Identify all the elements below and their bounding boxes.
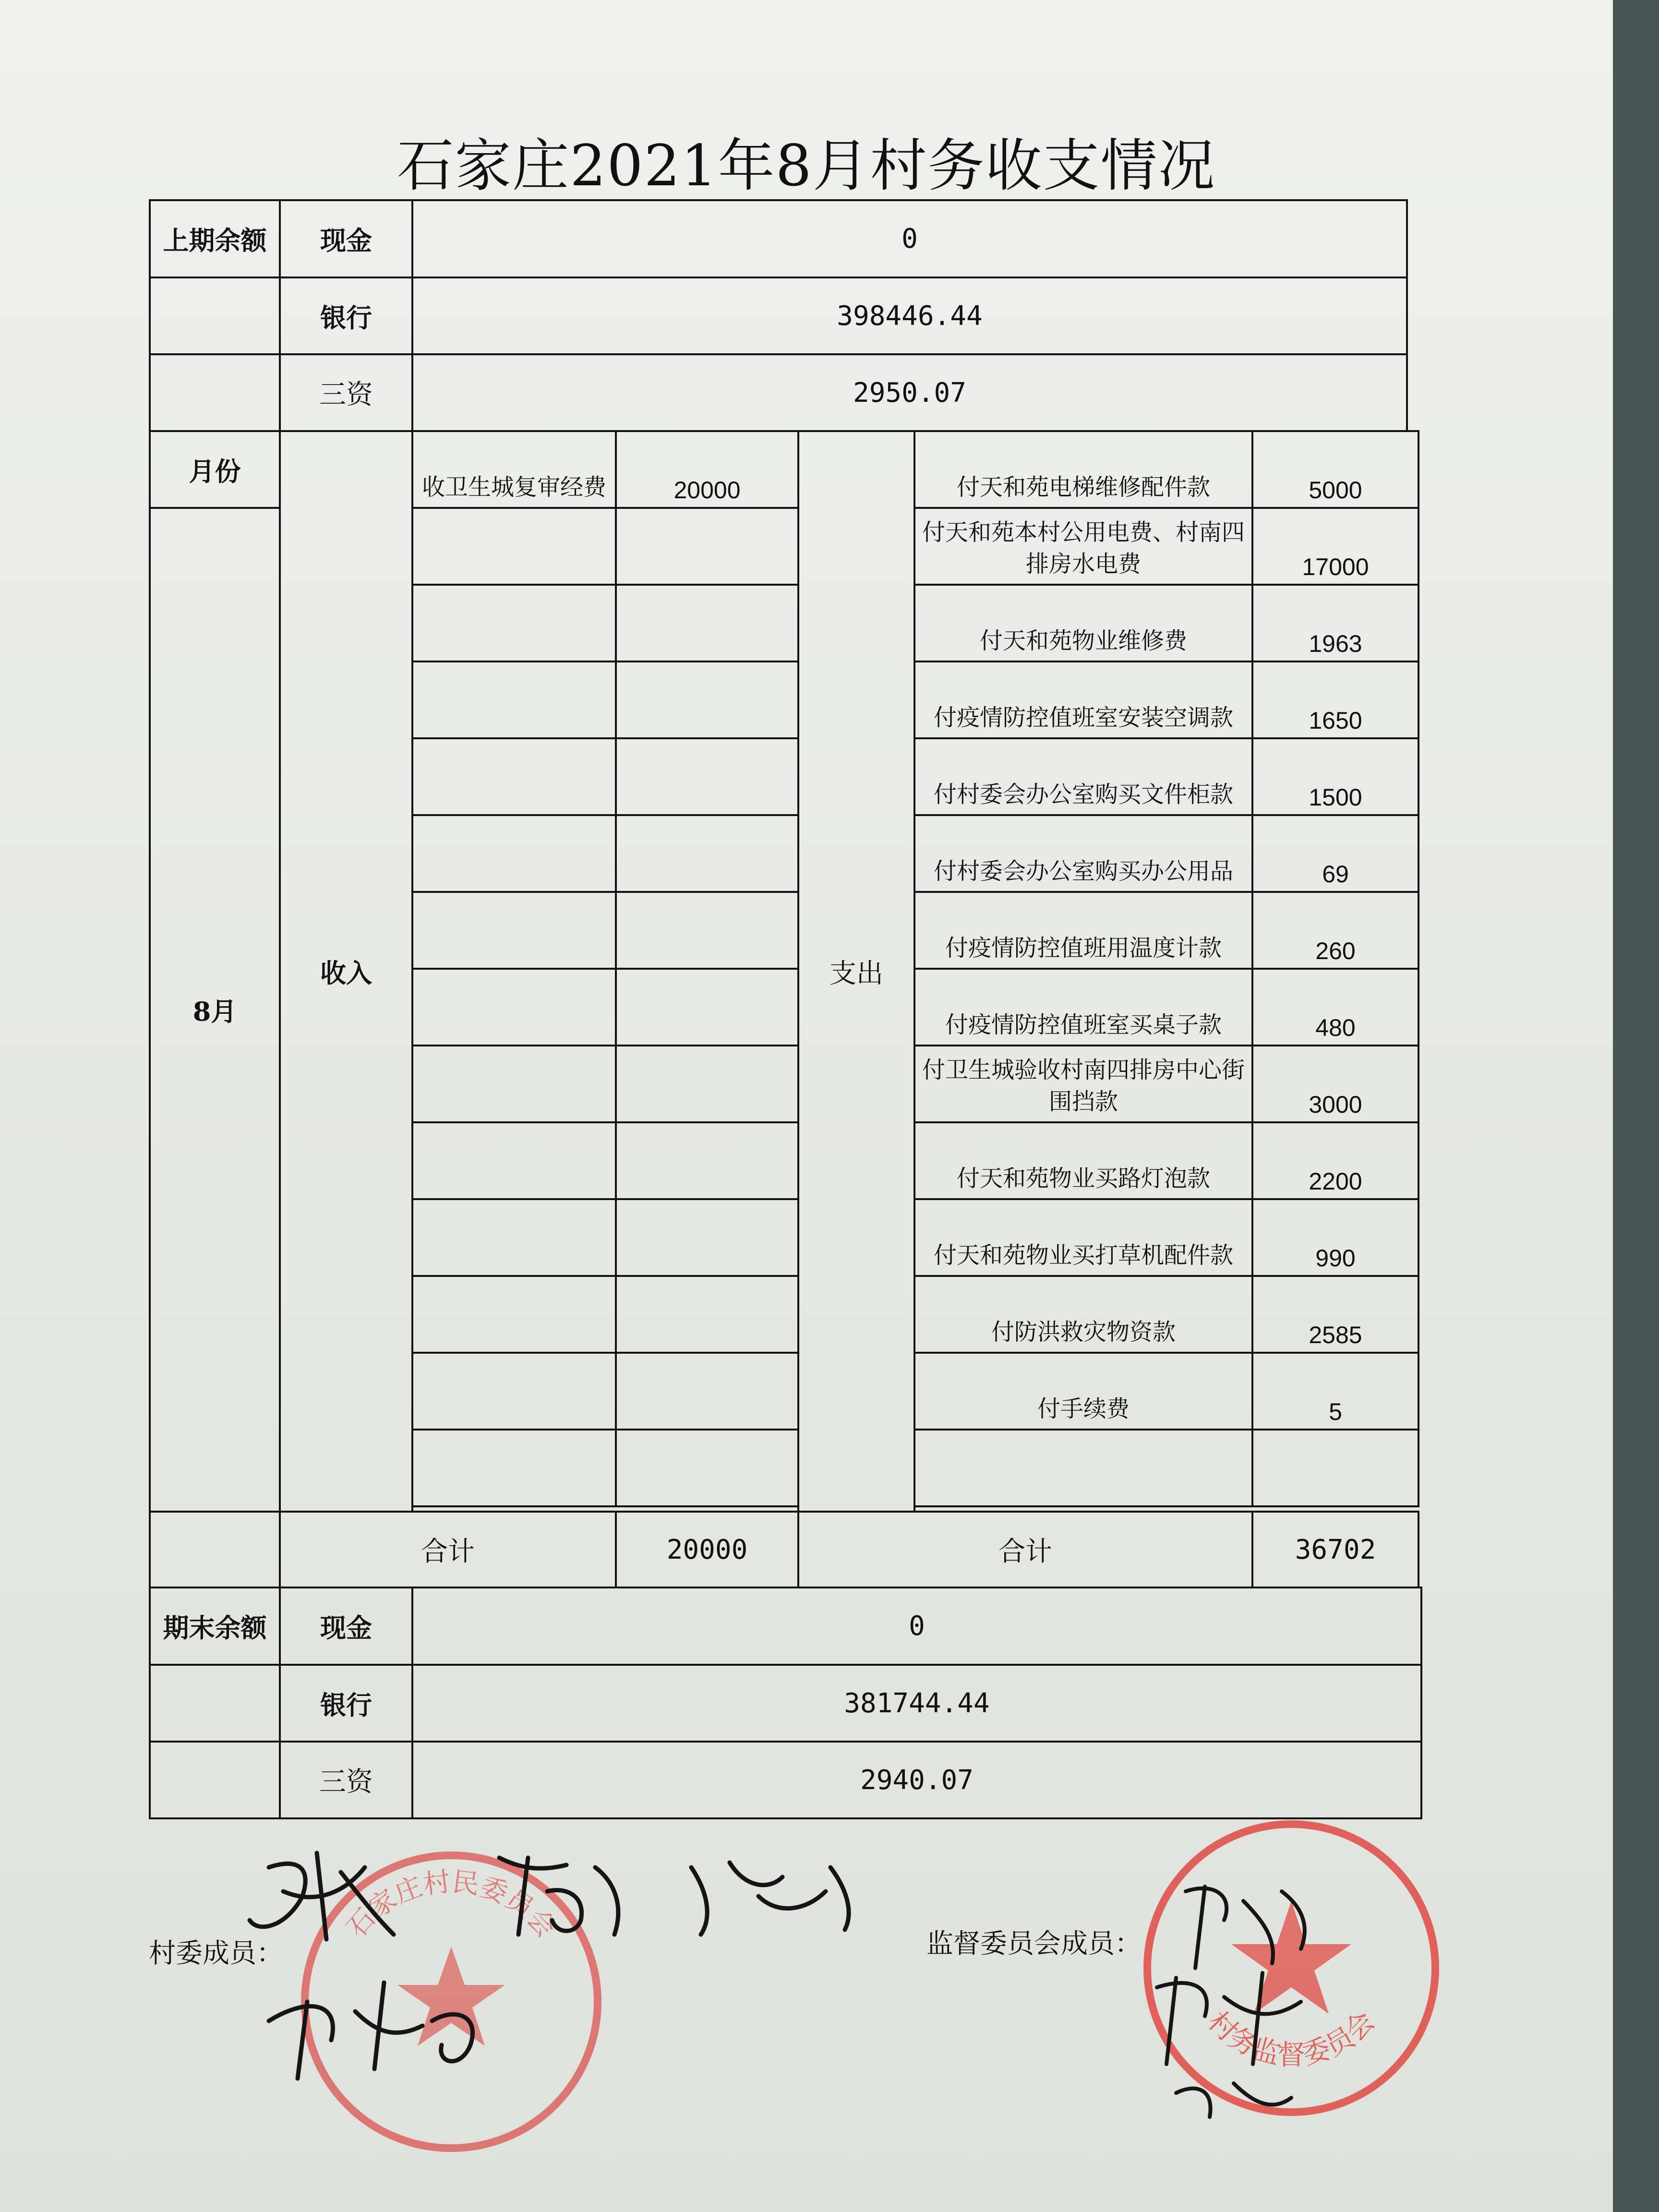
income-empty-cell	[411, 814, 617, 893]
closing-bank-label: 银行	[279, 1664, 413, 1743]
expense-item-amount: 5	[1251, 1352, 1419, 1431]
income-empty-cell	[615, 968, 799, 1046]
blank-cell	[149, 1664, 281, 1743]
opening-cash-label: 现金	[279, 199, 413, 278]
expense-item-amount: 1963	[1251, 584, 1419, 662]
expense-empty-cell	[914, 1429, 1253, 1507]
expense-item-name: 付天和苑物业维修费	[914, 584, 1253, 662]
income-empty-cell	[615, 661, 799, 739]
expense-total-label: 合计	[797, 1511, 1253, 1588]
opening-bank-label: 银行	[279, 276, 413, 355]
income-label: 收入	[279, 430, 413, 1513]
expense-item-amount: 2200	[1251, 1121, 1419, 1200]
expense-item-name: 付疫情防控值班室安装空调款	[914, 661, 1253, 739]
expense-item-name: 付村委会办公室购买文件柜款	[914, 737, 1253, 816]
expense-item-amount: 3000	[1251, 1045, 1419, 1123]
income-item-amount: 20000	[615, 430, 799, 509]
income-empty-cell	[615, 814, 799, 893]
expense-item-amount: 1500	[1251, 737, 1419, 816]
expense-empty-cell	[1251, 1429, 1419, 1507]
expense-label: 支出	[797, 430, 915, 1513]
expense-item-amount: 990	[1251, 1198, 1419, 1277]
expense-item-name: 付疫情防控值班室买桌子款	[914, 968, 1253, 1046]
expense-item-name: 付卫生城验收村南四排房中心街围挡款	[914, 1045, 1253, 1123]
income-empty-cell	[411, 968, 617, 1046]
blank-cell	[149, 276, 281, 355]
expense-item-name: 付天和苑电梯维修配件款	[914, 430, 1253, 509]
month-value: 8月	[149, 507, 281, 1513]
supervisory-members-label: 监督委员会成员：	[926, 1928, 1142, 1960]
supervisory-stamp-text: 村务监督委员会	[1202, 2005, 1381, 2071]
closing-bank-value: 381744.44	[411, 1664, 1422, 1743]
income-total-value: 20000	[615, 1511, 799, 1588]
closing-balance-label: 期末余额	[149, 1587, 281, 1666]
supervisory-signatures	[1118, 1863, 1378, 2141]
income-empty-cell	[411, 891, 617, 970]
income-empty-cell	[615, 737, 799, 816]
closing-assets-label: 三资	[279, 1741, 413, 1819]
closing-cash-label: 现金	[279, 1587, 413, 1666]
income-item-name: 收卫生城复审经费	[411, 430, 617, 509]
expense-item-name: 付天和苑物业买打草机配件款	[914, 1198, 1253, 1277]
expense-total-value: 36702	[1251, 1511, 1419, 1588]
income-empty-cell	[411, 661, 617, 739]
committee-signatures	[230, 1839, 926, 2088]
income-empty-cell	[411, 1429, 617, 1507]
income-empty-cell	[615, 584, 799, 662]
income-empty-cell	[615, 1045, 799, 1123]
expense-item-amount: 1650	[1251, 661, 1419, 739]
income-empty-cell	[411, 584, 617, 662]
income-total-label: 合计	[279, 1511, 617, 1588]
expense-item-name: 付天和苑物业买路灯泡款	[914, 1121, 1253, 1200]
opening-assets-value: 2950.07	[411, 353, 1408, 432]
blank-cell	[149, 353, 281, 432]
income-empty-cell	[411, 1275, 617, 1354]
income-empty-cell	[411, 1352, 617, 1431]
blank-cell	[149, 1511, 281, 1588]
income-empty-cell	[411, 1045, 617, 1123]
expense-item-amount: 17000	[1251, 507, 1419, 586]
committee-stamp-text: 石家庄村民委员会	[340, 1866, 562, 1944]
closing-cash-value: 0	[411, 1587, 1422, 1666]
income-empty-cell	[615, 1121, 799, 1200]
expense-item-amount: 260	[1251, 891, 1419, 970]
expense-item-name: 付防洪救灾物资款	[914, 1275, 1253, 1354]
opening-assets-label: 三资	[279, 353, 413, 432]
income-empty-cell	[411, 1198, 617, 1277]
opening-balance-label: 上期余额	[149, 199, 281, 278]
expense-item-name: 付天和苑本村公用电费、村南四排房水电费	[914, 507, 1253, 586]
expense-item-amount: 480	[1251, 968, 1419, 1046]
income-empty-cell	[411, 737, 617, 816]
expense-item-name: 付疫情防控值班用温度计款	[914, 891, 1253, 970]
expense-item-name: 付手续费	[914, 1352, 1253, 1431]
closing-assets-value: 2940.07	[411, 1741, 1422, 1819]
month-header: 月份	[149, 430, 281, 509]
blank-cell	[149, 1741, 281, 1819]
income-empty-cell	[615, 1275, 799, 1354]
opening-bank-value: 398446.44	[411, 276, 1408, 355]
income-empty-cell	[411, 507, 617, 586]
income-empty-cell	[615, 507, 799, 586]
income-empty-cell	[411, 1121, 617, 1200]
committee-members-label: 村委成员：	[149, 1938, 283, 1969]
opening-cash-value: 0	[411, 199, 1408, 278]
expense-item-amount: 69	[1251, 814, 1419, 893]
income-empty-cell	[615, 1429, 799, 1507]
expense-item-amount: 2585	[1251, 1275, 1419, 1354]
page-title: 石家庄2021年8月村务收支情况	[397, 132, 1216, 199]
expense-item-name: 付村委会办公室购买办公用品	[914, 814, 1253, 893]
income-empty-cell	[615, 891, 799, 970]
income-empty-cell	[615, 1352, 799, 1431]
expense-item-amount: 5000	[1251, 430, 1419, 509]
income-empty-cell	[615, 1198, 799, 1277]
